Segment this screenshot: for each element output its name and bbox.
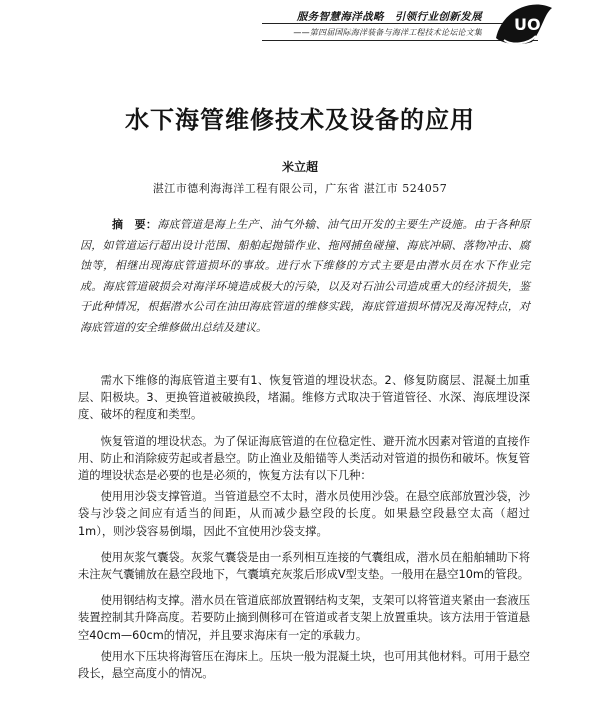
paper-title: 水下海管维修技术及设备的应用 (125, 106, 475, 134)
header-subtitle: ——第四届国际海洋装备与海洋工程技术论坛论文集 (293, 28, 482, 37)
paragraph: 恢复管道的埋设状态。为了保证海底管道的在位稳定性、避开流水因素对管道的直接作用、防止和消除疲劳起或者悬空。防止渔业及船锚等人类活动对管道的损伤和破坏。恢复管道的埋设状态是必要的也是必须的，恢复方法有以下几种： (78, 434, 530, 483)
paragraph: 使用水下压块将海管压在海床上。压块一般为混凝土块，也可用其他材料。可用于悬空段长，悬空高度小的情况。 (78, 649, 530, 681)
paragraph: 使用钢结构支撑。潜水员在管道底部放置钢结构支架，支架可以将管道夹紧由一套液压装置控制其升降高度。若要防止摘到侧移可在管道或者支架上放置重块。该方法用于管道悬空40cm—60cm的情况，并且要求海床有一定的承载力。 (78, 594, 530, 642)
abstract (80, 215, 530, 338)
conference-logo (492, 0, 556, 46)
paragraph: 需水下维修的海底管道主要有1、恢复管道的埋设状态。2、修复防腐层、混凝土加重层、阳极块。3、更换管道被破换段，堵漏。维修方式取决于管道管径、水深、海底埋设深度、破坏的程度和类型。 (78, 374, 530, 422)
body-text (78, 372, 530, 686)
paragraph: 使用用沙袋支撑管道。当管道悬空不太时，潜水员使用沙袋。在悬空底部放置沙袋，沙袋与沙袋之间应有适当的间距，从而减少悬空段的长度。如果悬空段悬空太高（超过1m），则沙袋容易倒塌，因此不宜使用沙袋支撑。 (78, 490, 530, 538)
abstract-label: 摘 要： (112, 218, 158, 231)
abstract-text: 海底管道是海上生产、油气外输、油气田开发的主要生产设施。由于各种原因，如管道运行超出设计范围、船舶起抛锚作业、拖网捕鱼碰撞、海底冲刷、落物冲击、腐蚀等，相继出现海底管道损坏的事故。进行水下维修的方式主要是由潜水员在水下作业完成。海底管道破损会对海洋环境造成极大的污染，以及对石油公司造成重大的经济损失，鉴于此种情况，根据潜水公司在油田海底管道的维修实践，海底管道损坏情况及海况特点，对海底管道的安全维修做出总结及建议。 (80, 218, 531, 334)
logo-text: UO (514, 15, 541, 34)
author-name: 米立超 (281, 160, 318, 174)
author-affiliation: 湛江市德利海海洋工程有限公司，广东省 湛江市 524057 (152, 182, 448, 195)
header-slogan: 服务智慧海洋战略 引领行业创新发展 (296, 11, 482, 23)
paragraph: 使用灰浆气囊袋。灰浆气囊袋是由一系列相互连接的气囊组成，潜水员在船舶辅助下将未注灰气囊铺放在悬空段地下，气囊填充灰浆后形成V型支垫。一般用在悬空10m的管段。 (78, 550, 530, 582)
header-banner (0, 0, 600, 48)
